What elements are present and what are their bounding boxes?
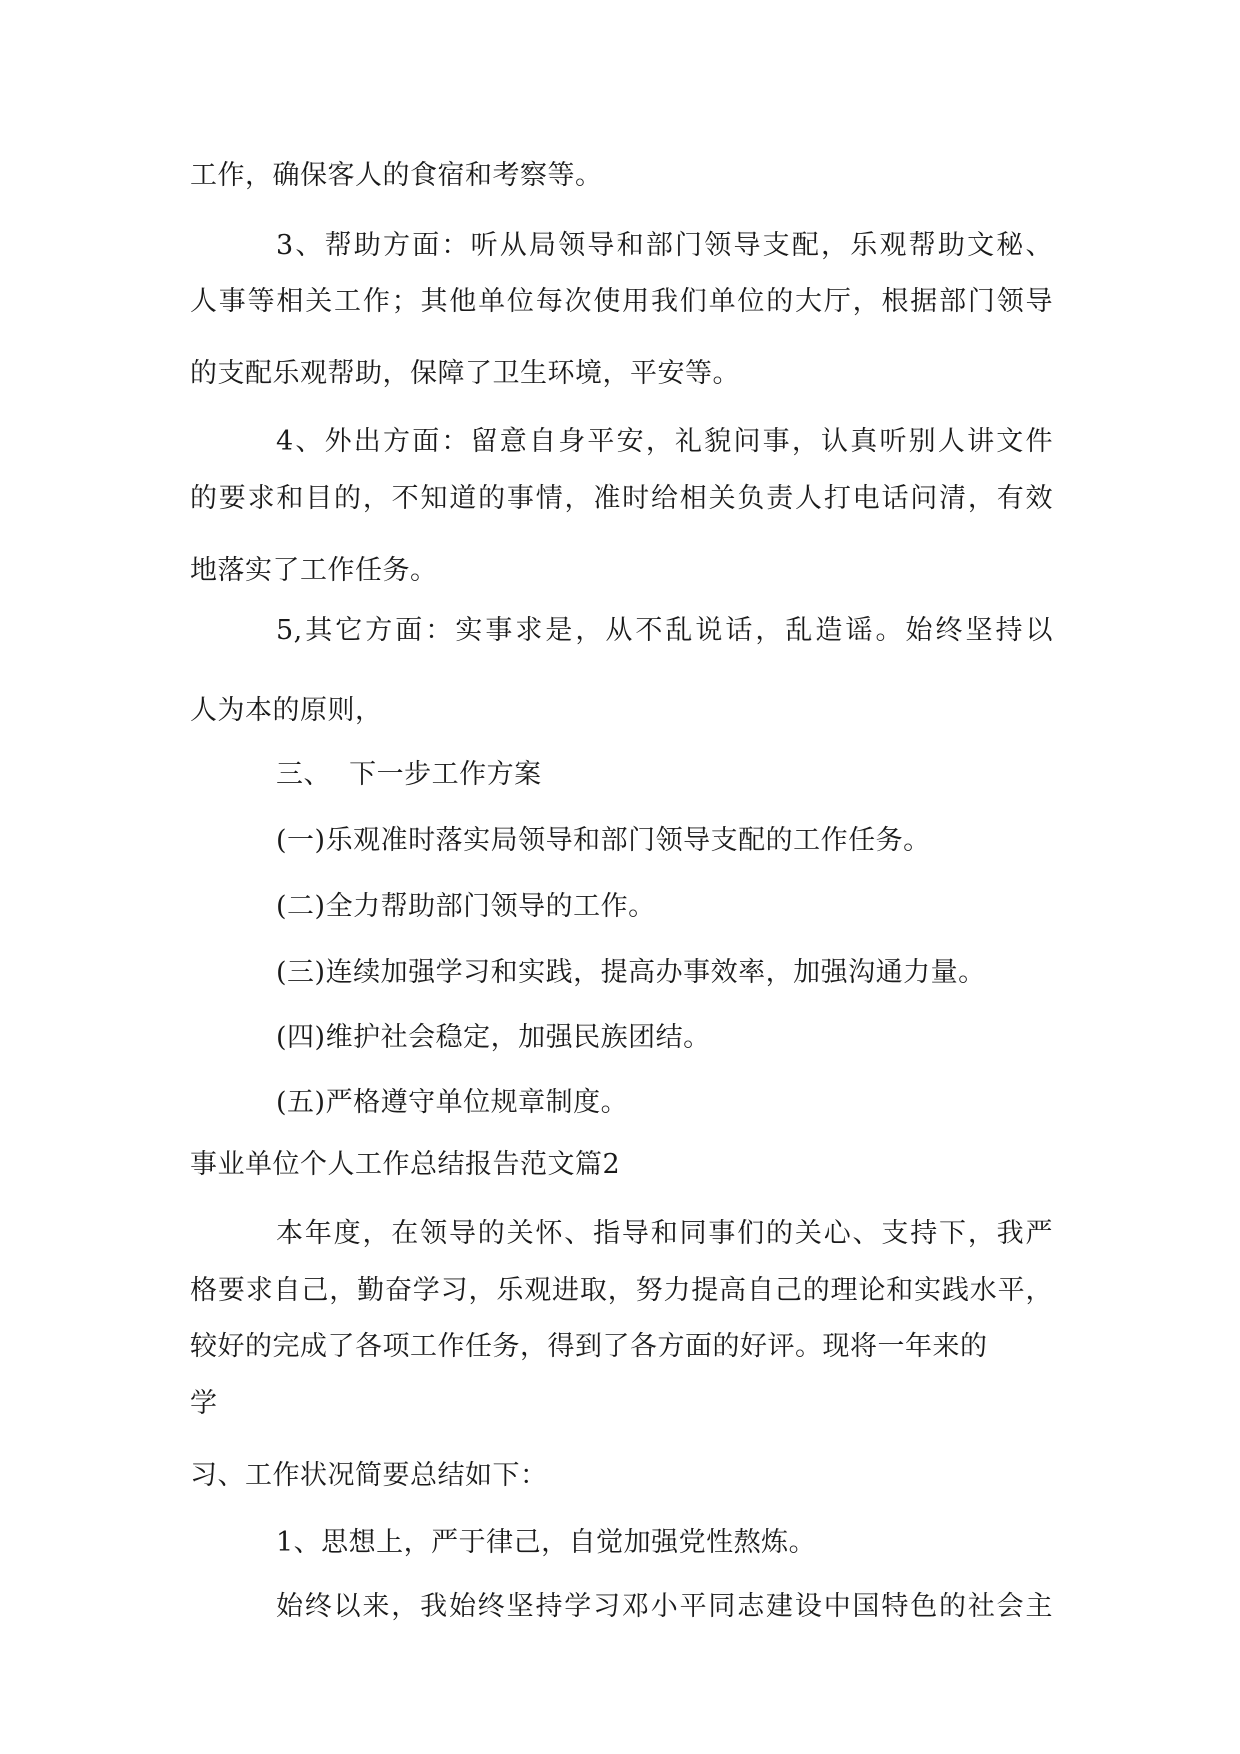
text-line: 本年度，在领导的关怀、指导和同事们的关心、支持下，我严 — [276, 1218, 1053, 1249]
text-line: 的要求和目的，不知道的事情，准时给相关负责人打电话问清，有效 — [190, 483, 1053, 514]
text-line: 地落实了工作任务。 — [190, 555, 438, 586]
text-line: 1、思想上，严于律己，自觉加强党性熬炼。 — [276, 1527, 817, 1558]
text-line: 格要求自己，勤奋学习，乐观进取，努力提高自己的理论和实践水平， — [190, 1275, 1053, 1306]
text-line: 5,其它方面：实事求是，从不乱说话，乱造谣。始终坚持以 — [276, 615, 1053, 646]
text-line: 3、帮助方面：听从局领导和部门领导支配，乐观帮助文秘、 — [276, 230, 1053, 261]
text-line: 始终以来，我始终坚持学习邓小平同志建设中国特色的社会主 — [276, 1591, 1053, 1622]
text-line: 较好的完成了各项工作任务，得到了各方面的好评。现将一年来的 — [190, 1331, 988, 1362]
text-line: 工作，确保客人的食宿和考察等。 — [190, 160, 603, 191]
text-line: 人为本的原则， — [190, 695, 383, 726]
list-item: (三)连续加强学习和实践，提高办事效率，加强沟通力量。 — [276, 957, 986, 988]
text-line: 习、工作状况简要总结如下： — [190, 1460, 548, 1491]
list-item: (一)乐观准时落实局领导和部门领导支配的工作任务。 — [276, 825, 931, 856]
text-line: 学 — [190, 1388, 218, 1419]
text-line: 4、外出方面：留意自身平安，礼貌问事，认真听别人讲文件 — [276, 426, 1053, 457]
article-title: 事业单位个人工作总结报告范文篇2 — [190, 1149, 621, 1180]
text-line: 人事等相关工作；其他单位每次使用我们单位的大厅，根据部门领导 — [190, 286, 1053, 317]
list-item: (四)维护社会稳定，加强民族团结。 — [276, 1022, 711, 1053]
text-line: 的支配乐观帮助，保障了卫生环境，平安等。 — [190, 358, 740, 389]
list-item: (二)全力帮助部门领导的工作。 — [276, 891, 656, 922]
section-heading: 三、 下一步工作方案 — [276, 759, 542, 790]
list-item: (五)严格遵守单位规章制度。 — [276, 1087, 629, 1118]
